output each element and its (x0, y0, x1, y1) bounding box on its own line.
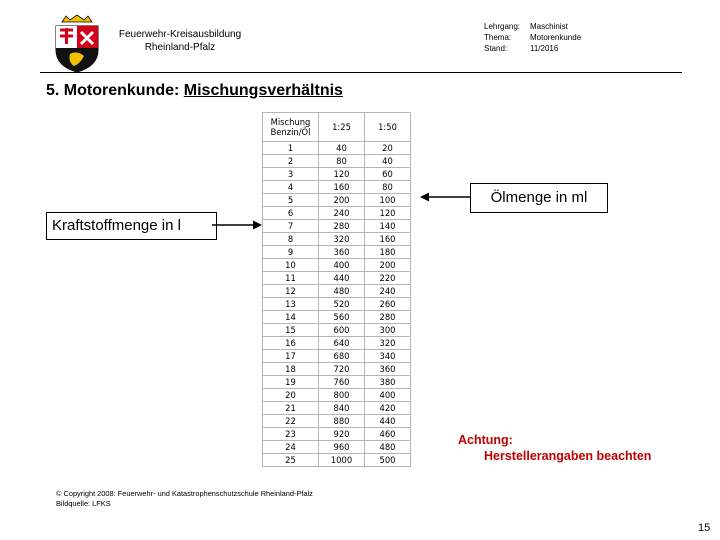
meta-value: Motorenkunde (530, 33, 582, 42)
cell-oil-1-50: 360 (365, 363, 411, 376)
cell-oil-1-25: 480 (319, 285, 365, 298)
cell-oil-1-25: 880 (319, 415, 365, 428)
table-row (263, 415, 411, 428)
table-row (263, 298, 411, 311)
cell-oil-1-25: 280 (319, 220, 365, 233)
table-row (263, 194, 411, 207)
cell-fuel-liters: 13 (263, 298, 319, 311)
cell-oil-1-25: 680 (319, 350, 365, 363)
cell-oil-1-25: 720 (319, 363, 365, 376)
meta-key: Stand: (484, 44, 508, 53)
cell-fuel-liters: 24 (263, 441, 319, 454)
cell-oil-1-25: 120 (319, 168, 365, 181)
table-row (263, 168, 411, 181)
table-row (263, 441, 411, 454)
cell-oil-1-50: 240 (365, 285, 411, 298)
table-row (263, 337, 411, 350)
table-row (263, 311, 411, 324)
cell-oil-1-50: 60 (365, 168, 411, 181)
table-row (263, 155, 411, 168)
table-row (263, 402, 411, 415)
cell-fuel-liters: 8 (263, 233, 319, 246)
cell-oil-1-25: 160 (319, 181, 365, 194)
cell-oil-1-50: 80 (365, 181, 411, 194)
meta-row (484, 32, 581, 43)
image-source: Bildquelle: LFKS (56, 499, 111, 508)
copyright-text: © Copyright 2008: Feuerwehr- und Katastrophenschutzschule Rheinland-Pfalz (56, 489, 313, 498)
cell-fuel-liters: 11 (263, 272, 319, 285)
cell-fuel-liters: 18 (263, 363, 319, 376)
column-header-1-25: 1:25 (319, 113, 365, 142)
cell-oil-1-25: 600 (319, 324, 365, 337)
cell-oil-1-50: 40 (365, 155, 411, 168)
cell-fuel-liters: 22 (263, 415, 319, 428)
cell-oil-1-25: 760 (319, 376, 365, 389)
cell-fuel-liters: 17 (263, 350, 319, 363)
cell-oil-1-50: 180 (365, 246, 411, 259)
coat-of-arms-icon (52, 14, 102, 74)
table-row (263, 259, 411, 272)
table-row (263, 389, 411, 402)
cell-fuel-liters: 9 (263, 246, 319, 259)
table-row (263, 233, 411, 246)
cell-oil-1-50: 420 (365, 402, 411, 415)
cell-fuel-liters: 7 (263, 220, 319, 233)
meta-key: Lehrgang: (484, 22, 521, 31)
cell-oil-1-50: 460 (365, 428, 411, 441)
table-row (263, 350, 411, 363)
cell-oil-1-50: 200 (365, 259, 411, 272)
title-underlined: Mischungsverhältnis (183, 82, 343, 99)
cell-fuel-liters: 12 (263, 285, 319, 298)
cell-oil-1-50: 440 (365, 415, 411, 428)
table-row (263, 376, 411, 389)
meta-value: Maschinist (530, 22, 568, 31)
table-row (263, 246, 411, 259)
page-number: 15 (698, 522, 711, 534)
cell-oil-1-50: 300 (365, 324, 411, 337)
cell-fuel-liters: 6 (263, 207, 319, 220)
table-header-row (263, 113, 411, 142)
table-row (263, 181, 411, 194)
cell-fuel-liters: 4 (263, 181, 319, 194)
table-row (263, 272, 411, 285)
cell-oil-1-50: 100 (365, 194, 411, 207)
cell-oil-1-50: 480 (365, 441, 411, 454)
title-prefix: 5. Motorenkunde: (46, 82, 184, 99)
column-header-1-50: 1:50 (365, 113, 411, 142)
meta-row (484, 21, 581, 32)
cell-fuel-liters: 15 (263, 324, 319, 337)
cell-oil-1-50: 120 (365, 207, 411, 220)
header-divider (40, 72, 682, 73)
table-row (263, 324, 411, 337)
table-row (263, 220, 411, 233)
cell-fuel-liters: 21 (263, 402, 319, 415)
cell-oil-1-25: 80 (319, 155, 365, 168)
oil-quantity-label: Ölmenge in ml (470, 183, 608, 213)
column-header-mixture: Mischung Benzin/Öl (263, 113, 319, 142)
cell-oil-1-25: 1000 (319, 454, 365, 467)
cell-oil-1-25: 840 (319, 402, 365, 415)
meta-row (484, 43, 581, 54)
warning-line-1: Achtung: (458, 433, 513, 447)
cell-fuel-liters: 20 (263, 389, 319, 402)
cell-oil-1-25: 400 (319, 259, 365, 272)
cell-fuel-liters: 10 (263, 259, 319, 272)
right-arrow-icon (212, 219, 262, 231)
table-row (263, 454, 411, 467)
manufacturer-warning (458, 432, 651, 464)
cell-fuel-liters: 25 (263, 454, 319, 467)
cell-oil-1-25: 960 (319, 441, 365, 454)
cell-fuel-liters: 14 (263, 311, 319, 324)
table-row (263, 285, 411, 298)
cell-oil-1-50: 20 (365, 142, 411, 155)
cell-fuel-liters: 3 (263, 168, 319, 181)
fuel-quantity-label: Kraftstoffmenge in l (46, 212, 217, 240)
cell-fuel-liters: 19 (263, 376, 319, 389)
meta-value: 11/2016 (530, 44, 559, 53)
org-line-1: Feuerwehr-Kreisausbildung (118, 29, 242, 40)
cell-fuel-liters: 16 (263, 337, 319, 350)
table-row (263, 428, 411, 441)
footer (56, 489, 313, 509)
cell-oil-1-50: 280 (365, 311, 411, 324)
cell-oil-1-50: 340 (365, 350, 411, 363)
cell-oil-1-50: 140 (365, 220, 411, 233)
cell-fuel-liters: 5 (263, 194, 319, 207)
cell-oil-1-25: 520 (319, 298, 365, 311)
page-title (46, 82, 343, 100)
cell-oil-1-25: 560 (319, 311, 365, 324)
course-meta (484, 21, 581, 54)
cell-oil-1-25: 200 (319, 194, 365, 207)
cell-fuel-liters: 23 (263, 428, 319, 441)
table-row (263, 207, 411, 220)
cell-oil-1-50: 260 (365, 298, 411, 311)
table-row (263, 363, 411, 376)
cell-oil-1-25: 320 (319, 233, 365, 246)
cell-oil-1-25: 800 (319, 389, 365, 402)
cell-oil-1-25: 40 (319, 142, 365, 155)
cell-oil-1-50: 160 (365, 233, 411, 246)
cell-oil-1-25: 640 (319, 337, 365, 350)
cell-oil-1-50: 400 (365, 389, 411, 402)
cell-oil-1-25: 240 (319, 207, 365, 220)
cell-oil-1-25: 920 (319, 428, 365, 441)
cell-oil-1-50: 380 (365, 376, 411, 389)
cell-fuel-liters: 2 (263, 155, 319, 168)
left-arrow-icon (420, 191, 470, 203)
mixture-table (262, 112, 411, 467)
table-row (263, 142, 411, 155)
cell-fuel-liters: 1 (263, 142, 319, 155)
cell-oil-1-25: 360 (319, 246, 365, 259)
cell-oil-1-50: 220 (365, 272, 411, 285)
meta-key: Thema: (484, 33, 512, 42)
cell-oil-1-25: 440 (319, 272, 365, 285)
warning-line-2: Herstellerangaben beachten (484, 449, 652, 463)
organization-name (100, 28, 260, 54)
org-line-2: Rheinland-Pfalz (144, 42, 216, 53)
table-body (263, 142, 411, 467)
cell-oil-1-50: 320 (365, 337, 411, 350)
cell-oil-1-50: 500 (365, 454, 411, 467)
